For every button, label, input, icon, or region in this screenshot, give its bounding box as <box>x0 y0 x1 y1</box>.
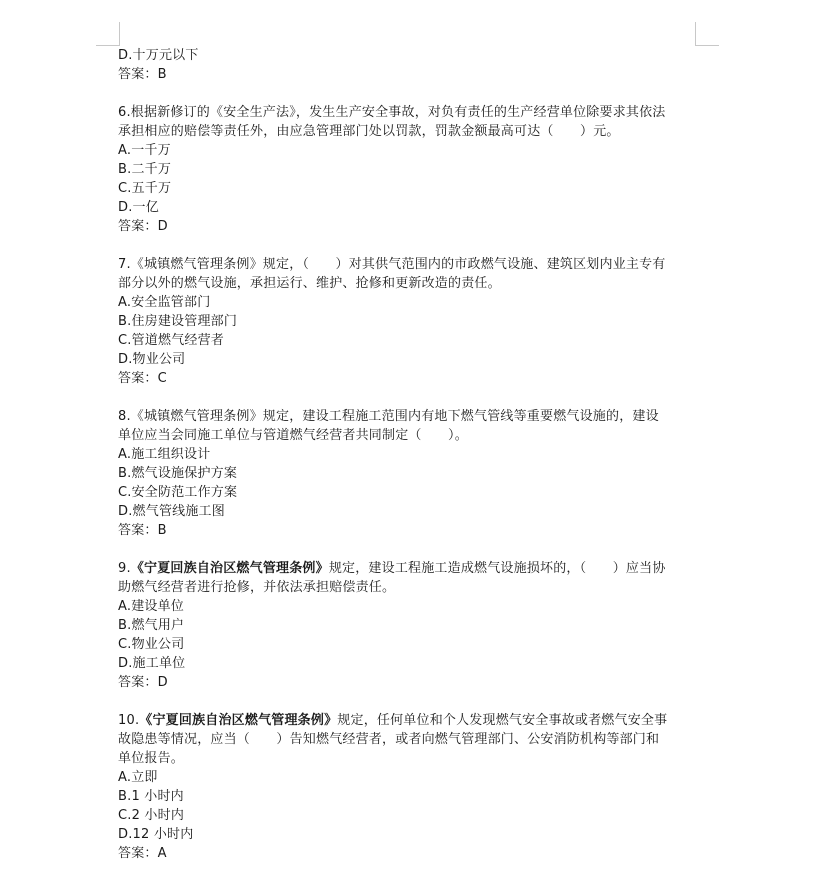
regulation-title: 《宁夏回族自治区燃气管理条例》 <box>139 713 338 728</box>
option-text: C.物业公司 <box>118 637 185 652</box>
option-text: B.燃气设施保护方案 <box>118 466 238 481</box>
question-number: 10. <box>118 713 140 728</box>
option-text: B.二千万 <box>118 162 172 177</box>
crop-mark-left-horizontal <box>96 45 120 46</box>
option-text: D.物业公司 <box>118 352 186 367</box>
answer-text: 答案：B <box>118 67 167 82</box>
option-text: D.燃气管线施工图 <box>118 504 225 519</box>
question-stem: 8.《城镇燃气管理条例》规定，建设工程施工范围内有地下燃气管线等重要燃气设施的，建设 <box>118 409 659 424</box>
answer-text: 答案：B <box>118 523 167 538</box>
question-6 <box>118 103 698 236</box>
crop-mark-left-vertical <box>119 22 120 46</box>
answer-text: 答案：D <box>118 675 168 690</box>
option-text: A.建设单位 <box>118 599 184 614</box>
option-text: A.立即 <box>118 770 158 785</box>
question-9 <box>118 559 698 692</box>
option-text: D.十万元以下 <box>118 48 199 63</box>
regulation-title: 《宁夏回族自治区燃气管理条例》 <box>130 561 329 576</box>
question-number: 9. <box>118 561 131 576</box>
question-stem: 6.根据新修订的《安全生产法》，发生生产安全事故，对负有责任的生产经营单位除要求其依法 <box>118 105 666 120</box>
question-10 <box>118 711 698 863</box>
answer-text: 答案：C <box>118 371 167 386</box>
option-text: B.燃气用户 <box>118 618 185 633</box>
option-text: C.管道燃气经营者 <box>118 333 225 348</box>
option-text: C.安全防范工作方案 <box>118 485 238 500</box>
question-stem-rest: 规定，建设工程施工造成燃气设施损坏的，（ ）应当协 <box>328 561 666 576</box>
answer-text: 答案：D <box>118 219 168 234</box>
question-stem: 7.《城镇燃气管理条例》规定，（ ）对其供气范围内的市政燃气设施、建筑区划内业主专有 <box>118 257 666 272</box>
option-text: B.住房建设管理部门 <box>118 314 238 329</box>
question-stem: 助燃气经营者进行抢修，并依法承担赔偿责任。 <box>118 580 396 595</box>
option-text: D.一亿 <box>118 200 159 215</box>
option-text: A.一千万 <box>118 143 171 158</box>
crop-mark-right-vertical <box>695 22 696 46</box>
option-text: D.12 小时内 <box>118 827 194 842</box>
option-text: D.施工单位 <box>118 656 186 671</box>
question-stem: 部分以外的燃气设施，承担运行、维护、抢修和更新改造的责任。 <box>118 276 501 291</box>
answer-text: 答案：A <box>118 846 167 861</box>
question-stem <box>118 711 698 730</box>
question-stem: 故隐患等情况，应当（ ）告知燃气经营者，或者向燃气管理部门、公安消防机构等部门和 <box>118 732 660 747</box>
option-text: B.1 小时内 <box>118 789 184 804</box>
question-stem: 承担相应的赔偿等责任外，由应急管理部门处以罚款，罚款金额最高可达（ ）元。 <box>118 124 620 139</box>
option-text: C.五千万 <box>118 181 172 196</box>
question-7 <box>118 255 698 388</box>
question-stem: 单位报告。 <box>118 751 185 766</box>
question-stem-rest: 规定，任何单位和个人发现燃气安全事故或者燃气安全事 <box>337 713 668 728</box>
option-text: C.2 小时内 <box>118 808 185 823</box>
option-text: A.施工组织设计 <box>118 447 211 462</box>
crop-mark-right-horizontal <box>695 45 719 46</box>
question-stem: 单位应当会同施工单位与管道燃气经营者共同制定（ ）。 <box>118 428 468 443</box>
option-text: A.安全监管部门 <box>118 295 211 310</box>
document-body <box>118 46 698 863</box>
question-8 <box>118 407 698 540</box>
question-stem <box>118 559 698 578</box>
